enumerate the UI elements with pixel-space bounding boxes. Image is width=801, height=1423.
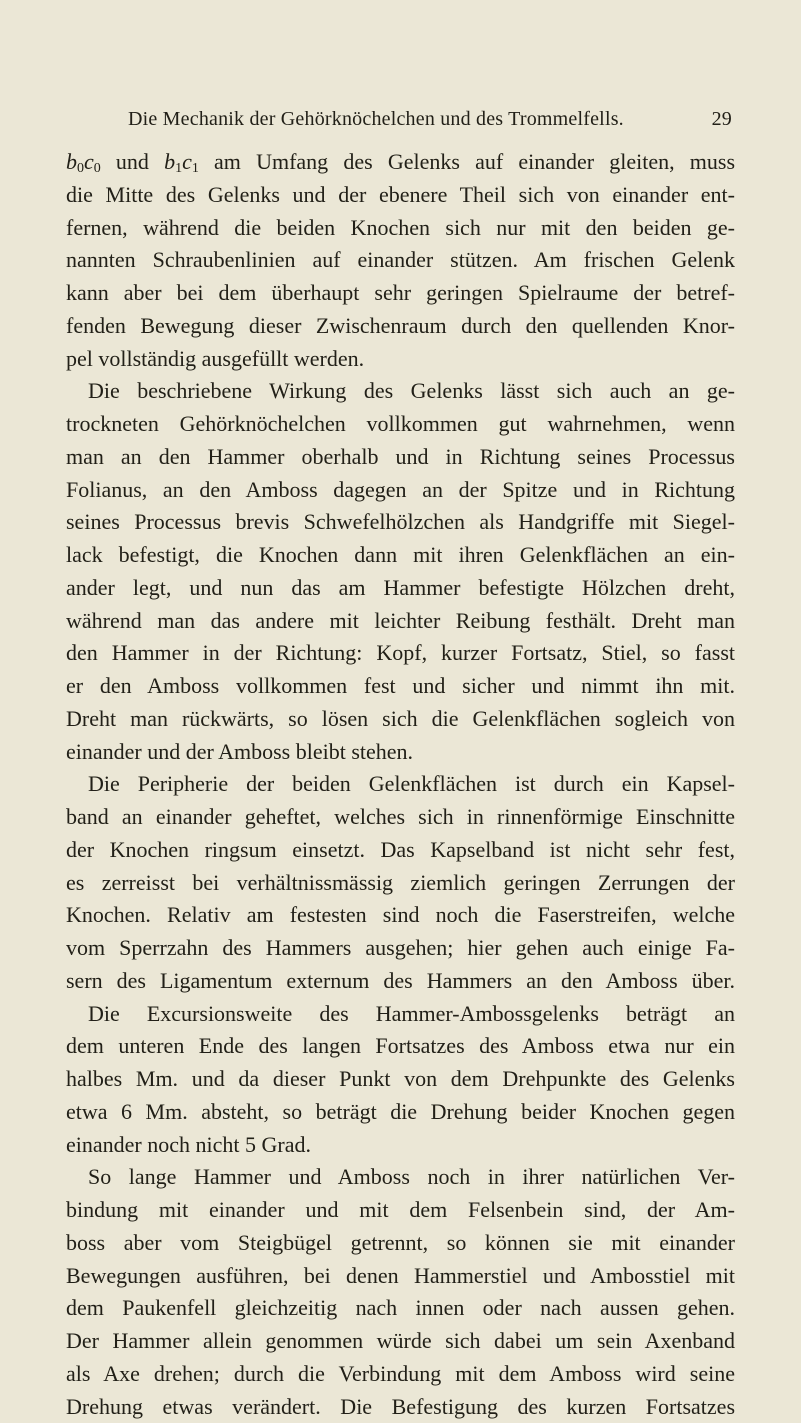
text-line: vom Sperrzahn des Hammers ausgehen; hier gehen auch einige Fa- [66,932,735,965]
text-line: ander legt, und nun das am Hammer befestigte Hölzchen dreht, [66,572,735,605]
text-line: fernen, während die beiden Knochen sich nur mit den beiden ge- [66,212,735,245]
text-line: So lange Hammer und Amboss noch in ihrer natürlichen Ver- [66,1161,735,1194]
text-line: Bewegungen ausführen, bei denen Hammerstiel und Ambosstiel mit [66,1260,735,1293]
text-line: dem unteren Ende des langen Fortsatzes des Amboss etwa nur ein [66,1030,735,1063]
text-line: als Axe drehen; durch die Verbindung mit dem Amboss wird seine [66,1358,735,1391]
text-line: Dreht man rückwärts, so lösen sich die Gelenkflächen sogleich von [66,703,735,736]
running-header [72,108,732,138]
text-line: lack befestigt, die Knochen dann mit ihren Gelenkflächen an ein- [66,539,735,572]
text-line: band an einander geheftet, welches sich in rinnenförmige Einschnitte [66,801,735,834]
text-line: seines Processus brevis Schwefelhölzchen als Handgriffe mit Siegel- [66,506,735,539]
text-line: Folianus, an den Amboss dagegen an der Spitze und in Richtung [66,474,735,507]
text-line: die Mitte des Gelenks und der ebenere Theil sich von einander ent- [66,179,735,212]
text-fragment: am Umfang des Gelenks auf einander gleiten, muss [199,149,735,174]
text-line-1 [66,146,735,179]
math-variable: $b_0$ [66,149,84,174]
text-line: den Hammer in der Richtung: Kopf, kurzer Fortsatz, Stiel, so fasst [66,637,735,670]
text-line: es zerreisst bei verhältnissmässig ziemlich geringen Zerrungen der [66,867,735,900]
math-variable: $c_0$ [84,149,101,174]
text-line: nannten Schraubenlinien auf einander stützen. Am frischen Gelenk [66,244,735,277]
text-line: Drehung etwas verändert. Die Befestigung des kurzen Fortsatzes [66,1391,735,1423]
text-line: sern des Ligamentum externum des Hammers an den Amboss über. [66,965,735,998]
text-line: man an den Hammer oberhalb und in Richtung seines Processus [66,441,735,474]
text-line: der Knochen ringsum einsetzt. Das Kapselband ist nicht sehr fest, [66,834,735,867]
page-number: 29 [712,108,732,131]
text-fragment: und [101,149,164,174]
text-line: boss aber vom Steigbügel getrennt, so können sie mit einander [66,1227,735,1260]
math-variable: $b_1$ [164,149,182,174]
text-line: Die Excursionsweite des Hammer-Ambossgelenks beträgt an [66,998,735,1031]
text-line: pel vollständig ausgefüllt werden. [66,343,735,376]
body-text [66,146,735,1423]
text-line: Knochen. Relativ am festesten sind noch die Faserstreifen, welche [66,899,735,932]
text-line: Die Peripherie der beiden Gelenkflächen ist durch ein Kapsel- [66,768,735,801]
text-line: halbes Mm. und da dieser Punkt von dem Drehpunkte des Gelenks [66,1063,735,1096]
text-line: einander und der Amboss bleibt stehen. [66,736,735,769]
text-line: fenden Bewegung dieser Zwischenraum durch den quellenden Knor- [66,310,735,343]
running-title: Die Mechanik der Gehörknöchelchen und des Trommelfells. [128,108,624,131]
text-line: Der Hammer allein genommen würde sich dabei um sein Axenband [66,1325,735,1358]
math-variable: $c_1$ [182,149,199,174]
text-line: er den Amboss vollkommen fest und sicher und nimmt ihn mit. [66,670,735,703]
text-line: etwa 6 Mm. absteht, so beträgt die Drehung beider Knochen gegen [66,1096,735,1129]
text-line: dem Paukenfell gleichzeitig nach innen oder nach aussen gehen. [66,1292,735,1325]
text-line: trockneten Gehörknöchelchen vollkommen gut wahrnehmen, wenn [66,408,735,441]
text-line: einander noch nicht 5 Grad. [66,1129,735,1162]
text-line: Die beschriebene Wirkung des Gelenks lässt sich auch an ge- [66,375,735,408]
text-line: bindung mit einander und mit dem Felsenbein sind, der Am- [66,1194,735,1227]
text-line: während man das andere mit leichter Reibung festhält. Dreht man [66,605,735,638]
text-line: kann aber bei dem überhaupt sehr geringen Spielraume der betref- [66,277,735,310]
